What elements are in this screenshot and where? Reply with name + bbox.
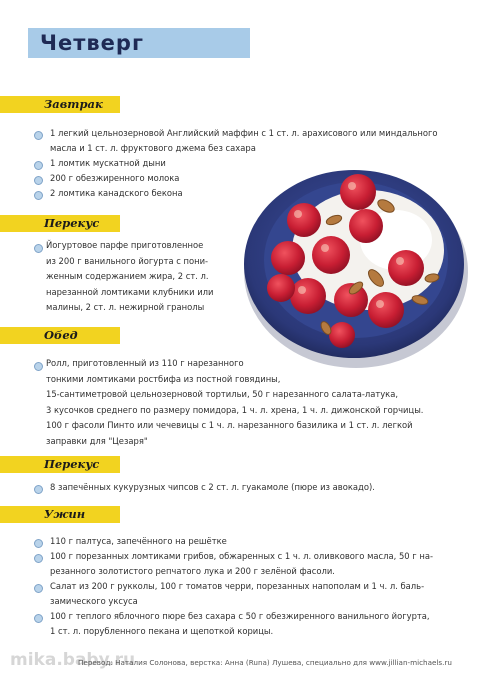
snack1-text (46, 238, 213, 316)
section-lunch-heading (0, 327, 120, 344)
breakfast-item-cont: масла и 1 ст. л. фруктового джема без сахара (50, 143, 256, 153)
dinner-item: 100 г порезанных ломтиками грибов, обжаренных с 1 ч. л. оливкового масла, 50 г на- (50, 551, 433, 561)
snack1-line: малины, 2 ст. л. нежирной гранолы (46, 302, 205, 313)
dinner-item: 110 г палтуса, запечённого на решётке (50, 536, 227, 546)
bullet-icon (34, 362, 43, 371)
bullet-icon (34, 614, 43, 623)
lunch-line: Ролл, приготовленный из 110 г нарезанного (46, 358, 244, 368)
breakfast-item: 1 ломтик мускатной дыни (50, 158, 166, 168)
section-dinner-heading (0, 506, 120, 523)
lunch-line: заправки для "Цезаря" (46, 435, 148, 446)
bowl-illustration (236, 160, 468, 368)
dinner-item-cont: 1 ст. л. порубленного пекана и щепоткой корицы. (50, 626, 274, 636)
lunch-heading-text: Обед (44, 328, 78, 342)
breakfast-item: 200 г обезжиренного молока (50, 173, 180, 183)
lunch-text (46, 356, 423, 450)
breakfast-item: 2 ломтика канадского бекона (50, 188, 183, 198)
bullet-icon (34, 584, 43, 593)
lunch-line: 100 г фасоли Пинто или чечевицы с 1 ч. л. нарезанного базилика и 1 ст. л. легкой (46, 420, 413, 431)
lunch-line: 15-сантиметровой цельнозерновой тортильи, 50 г нарезанного салата-латука, (46, 389, 399, 400)
bullet-icon (34, 176, 43, 185)
bullet-icon (34, 554, 43, 563)
bullet-icon (34, 539, 43, 548)
watermark-text: mika.baby.ru (10, 650, 136, 670)
snack1-line: Йогуртовое парфе приготовленное (46, 240, 204, 250)
breakfast-heading-text: Завтрак (44, 97, 103, 111)
snack1-heading-text: Перекус (44, 216, 100, 230)
footer-credit: Перевод: Наталия Солонова, верстка: Анна (Runa) Лушева, специально для www.jillian-michaels.ru (78, 658, 452, 667)
snack1-line: женным содержанием жира, 2 ст. л. (46, 271, 209, 282)
snack1-line: нарезанной ломтиками клубники или (46, 286, 214, 297)
bullet-icon (34, 191, 43, 200)
snack2-item: 8 запечённых кукурузных чипсов с 2 ст. л. гуакамоле (пюре из авокадо). (50, 482, 375, 492)
dinner-heading-text: Ужин (44, 507, 86, 521)
dinner-item: Салат из 200 г рукколы, 100 г томатов черри, порезанных напополам и 1 ч. л. баль- (50, 581, 425, 591)
snack1-line: из 200 г ванильного йогурта с пони- (46, 255, 209, 266)
section-breakfast-heading (0, 96, 120, 113)
bullet-icon (34, 131, 43, 140)
bullet-icon (34, 485, 43, 494)
dinner-item-cont: резанного золотистого репчатого лука и 200 г зелёной фасоли. (50, 566, 335, 576)
breakfast-item: 1 легкий цельнозерновой Английский маффин с 1 ст. л. арахисового или миндального (50, 128, 438, 138)
dinner-item: 100 г теплого яблочного пюре без сахара с 50 г обезжиренного ванильного йогурта, (50, 611, 430, 621)
page-title: Четверг (40, 31, 144, 55)
lunch-line: тонкими ломтиками ростбифа из постной говядины, (46, 373, 281, 384)
lunch-line: 3 кусочков среднего по размеру помидора, 1 ч. л. хрена, 1 ч. л. дижонской горчицы. (46, 404, 424, 415)
bullet-icon (34, 244, 43, 253)
section-snack2-heading (0, 456, 120, 473)
snack2-heading-text: Перекус (44, 457, 100, 471)
bullet-icon (34, 161, 43, 170)
parfait-bowl-image (236, 160, 468, 368)
section-snack1-heading (0, 215, 120, 232)
dinner-item-cont: замического уксуса (50, 596, 138, 606)
